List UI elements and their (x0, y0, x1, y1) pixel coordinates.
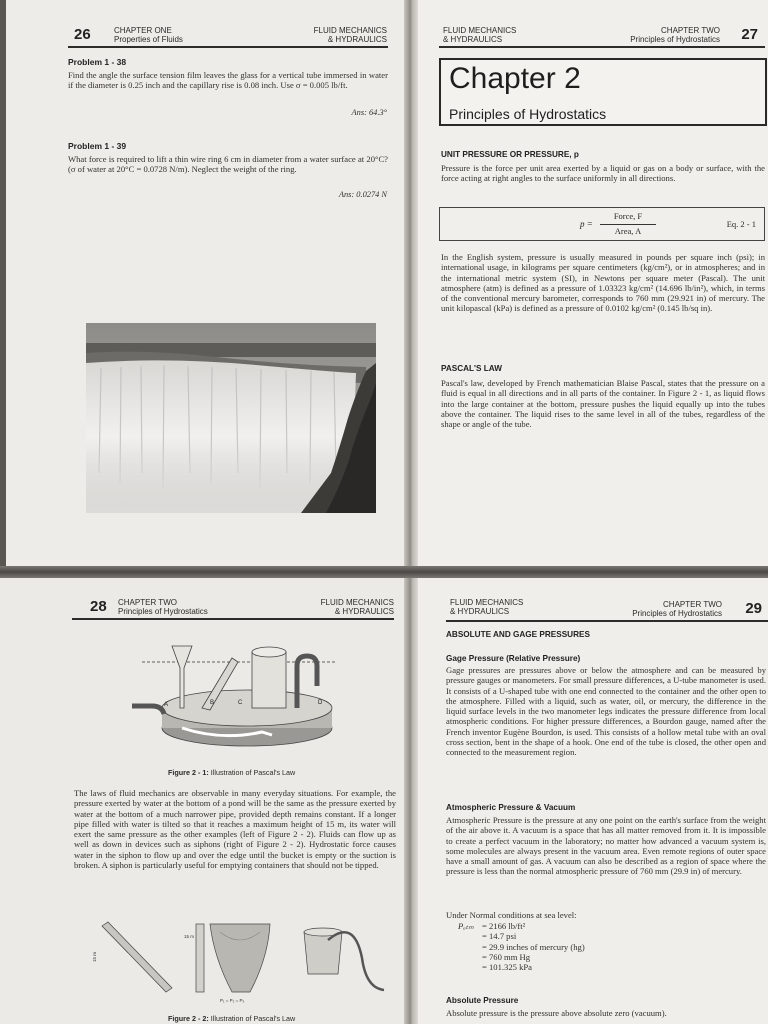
section-text: Gage pressures are pressures above or below the atmosphere and can be measured by pressure gauges or manometers. For small pressure differences, a U-tube manometer is used. It consists of a U-shaped tube with one end connected to the container and the other open to the atmosphere. Filled with a liquid, such as water, oil, or mercury, the difference in the liquid surface levels in the two manometer legs indicates the pressure difference from local atmospheric conditions. For higher pressure differences, a Bourdon gauge, named after the French inventor Eugène Bourdon, is used. This consists of a hollow metal tube with an oval cross section, bent in the shape of a hook. One end of the tube is closed, the other open and connected to the measurement region. (446, 665, 766, 758)
figure-letter: C (238, 700, 243, 706)
chapter-subtitle: Principles of Hydrostatics (449, 106, 607, 122)
page-number: 27 (741, 26, 758, 43)
book-header (314, 26, 387, 44)
book-title-line1: FLUID MECHANICS (443, 26, 517, 35)
section-text: Pressure is the force per unit area exerted by a liquid or gas on a body or surface, with the force acting at right angles to the surface uniformly in all directions. (441, 163, 765, 184)
problem-title: Problem 1 - 39 (68, 141, 127, 151)
value-item: = 760 mm Hg (482, 951, 531, 962)
value-item: = 29.9 inches of mercury (hg) (482, 941, 585, 952)
header-rule (68, 46, 388, 48)
section-text: Pascal's law, developed by French mathematician Blaise Pascal, states that the pressure on a fluid is equal in all directions and in all parts of the container. In Figure 2 - 1, as liquid flows into the large container at the bottom, pressure pushes the liquid equally up into the tubes above the container. The liquid rises to the same level in all of the tubes, regardless of the shape or angle of the tube. (441, 378, 765, 430)
book-title-line2: & HYDRAULICS (450, 607, 510, 616)
value-item: = 14.7 psi (482, 931, 517, 942)
problem-text: Find the angle the surface tension film leaves the glass for a vertical tube immersed in water if the diameter is 0.25 inch and the capillary rise is 0.08 inch. Use σ = 0.005 lb/ft. (68, 70, 388, 91)
fraction-bar (600, 224, 656, 225)
pascal-law-figure (112, 636, 362, 760)
book-header (443, 26, 516, 44)
header-rule (72, 618, 394, 620)
equation-numerator: Force, F (613, 211, 643, 221)
book-gutter (404, 0, 418, 1024)
subsection-heading: Atmospheric Pressure & Vacuum (446, 803, 576, 812)
book-title-line1: FLUID MECHANICS (450, 598, 524, 607)
section-heading: ABSOLUTE AND GAGE PRESSURES (446, 630, 590, 639)
siphon-figure (92, 918, 392, 1004)
section-text: Atmospheric Pressure is the pressure at any one point on the earth's surface from the weight of the air above it. A vacuum is a space that has all matter removed from it. It is impossible to create a perfect vacuum in the laboratory; no matter how advanced a vacuum system is, some molecules are always present in the vacuum area. Even remote regions of outer space have a small amount of gas. A vacuum can also be described as a region of space where the pressure is less than the normal atmospheric pressure of 760 mm (29.9 in) of mercury. (446, 815, 766, 877)
chapter-header (630, 26, 720, 44)
figure-label: Figure 2 - 1: (168, 768, 209, 777)
equation-box (439, 207, 765, 241)
header-rule (446, 620, 768, 622)
page-27 (411, 0, 768, 572)
subsection-heading: Gage Pressure (Relative Pressure) (446, 654, 581, 663)
figure-letter: B (210, 700, 215, 706)
body-text: The laws of fluid mechanics are observable in many everyday situations. For example, the pressure exerted by water at the bottom of a pond will be the same as the pressure exerted by water at the bottom of a much narrower pipe, provided depth remains constant. If a longer pipe filled with water is tilted so that it reaches a maximum height of 15 m, its water will exert the same pressure as the other examples (left of Figure 2 - 2). Fluids can flow up as well as down in devices such as siphons (right of Figure 2 - 2). Hydrostatic force causes water in the siphon to flow up and over the edge until the bucket is empty or the suction is broken. A siphon is particularly useful for emptying containers that should not be tipped. (74, 788, 396, 871)
problem-title: Problem 1 - 38 (68, 57, 127, 67)
value-item: = 2166 lb/ft² (482, 921, 526, 931)
figure-letter: D (318, 700, 323, 706)
book-title-line2: & HYDRAULICS (443, 35, 503, 44)
book-title-line2: & HYDRAULICS (334, 607, 394, 616)
book-title-line1: FLUID MECHANICS (320, 598, 394, 607)
height-label: 15 m (184, 934, 195, 939)
chapter-title: Principles of Hydrostatics (630, 35, 720, 44)
header-rule (439, 46, 765, 48)
page-28 (0, 574, 410, 1024)
chapter-header (118, 598, 208, 616)
book-title-line1: FLUID MECHANICS (313, 26, 387, 35)
height-label: 15 m (92, 951, 97, 962)
book-header (321, 598, 394, 616)
chapter-label: CHAPTER TWO (661, 26, 720, 35)
equation-lhs: p = (580, 219, 593, 229)
values-list (482, 921, 682, 972)
page-26 (6, 0, 411, 566)
problem-text: What force is required to lift a thin wire ring 6 cm in diameter from a water surface at 20°C? (σ of water at 20°C = 0.0728 N/m). Neglect the weight of the ring. (68, 154, 388, 175)
figure-caption (168, 1014, 295, 1023)
figure-caption (168, 768, 295, 777)
figure-label: Figure 2 - 2: (168, 1014, 209, 1023)
problem-answer: Ans: 0.0274 N (338, 190, 387, 199)
waterfall-photo (86, 323, 376, 513)
problem-answer: Ans: 64.3° (351, 108, 387, 117)
section-heading: PASCAL'S LAW (441, 364, 502, 373)
chapter-title: Principles of Hydrostatics (632, 609, 722, 618)
pressure-equation: P₁ = P₂ = P₃ (220, 998, 245, 1003)
figure-letter: A (164, 702, 169, 708)
chapter-label: CHAPTER TWO (663, 600, 722, 609)
figure-caption-text: Illustration of Pascal's Law (210, 768, 296, 777)
subsection-heading: Absolute Pressure (446, 996, 519, 1005)
chapter-title-box (439, 58, 767, 126)
chapter-heading: Chapter 2 (449, 62, 581, 95)
page-number: 29 (745, 600, 762, 617)
section-text: Absolute pressure is the pressure above absolute zero (vacuum). (446, 1008, 667, 1018)
chapter-label: CHAPTER ONE (114, 26, 172, 35)
section-text: In the English system, pressure is usually measured in pounds per square inch (psi); in international usage, in kilograms per square centimeters (kg/cm²), or in atmospheres; and in the international metric system (SI), in Newtons per square meter (Pascal). The unit atmosphere (atm) is defined as a pressure of 1.03323 kg/cm² (14.696 lb/in²), which, in terms of the conventional mercury barometer, corresponds to 760 mm (29.921 in) of mercury. The unit kilopascal (kPa) is defined as a pressure of 0.0102 kg/cm² (0.145 lb/sq in). (441, 252, 765, 314)
equation-denominator: Area, A (614, 226, 642, 236)
patm-label: Pₐₜₘ (458, 921, 474, 931)
book-header (450, 598, 523, 616)
chapter-label: CHAPTER TWO (118, 598, 177, 607)
section-heading: UNIT PRESSURE OR PRESSURE, p (441, 150, 579, 159)
page-number: 28 (90, 598, 107, 615)
page-29 (410, 576, 768, 1024)
equation-label: Eq. 2 - 1 (726, 219, 756, 229)
value-item: = 101.325 kPa (482, 962, 532, 973)
book-title-line2: & HYDRAULICS (327, 35, 387, 44)
chapter-header (632, 600, 722, 618)
chapter-header (114, 26, 183, 44)
figure-caption-text: Illustration of Pascal's Law (210, 1014, 296, 1023)
page-seam (0, 566, 768, 578)
chapter-title: Properties of Fluids (114, 35, 183, 44)
conditions-intro: Under Normal conditions at sea level: (446, 910, 577, 920)
page-number: 26 (74, 26, 91, 43)
chapter-title: Principles of Hydrostatics (118, 607, 208, 616)
